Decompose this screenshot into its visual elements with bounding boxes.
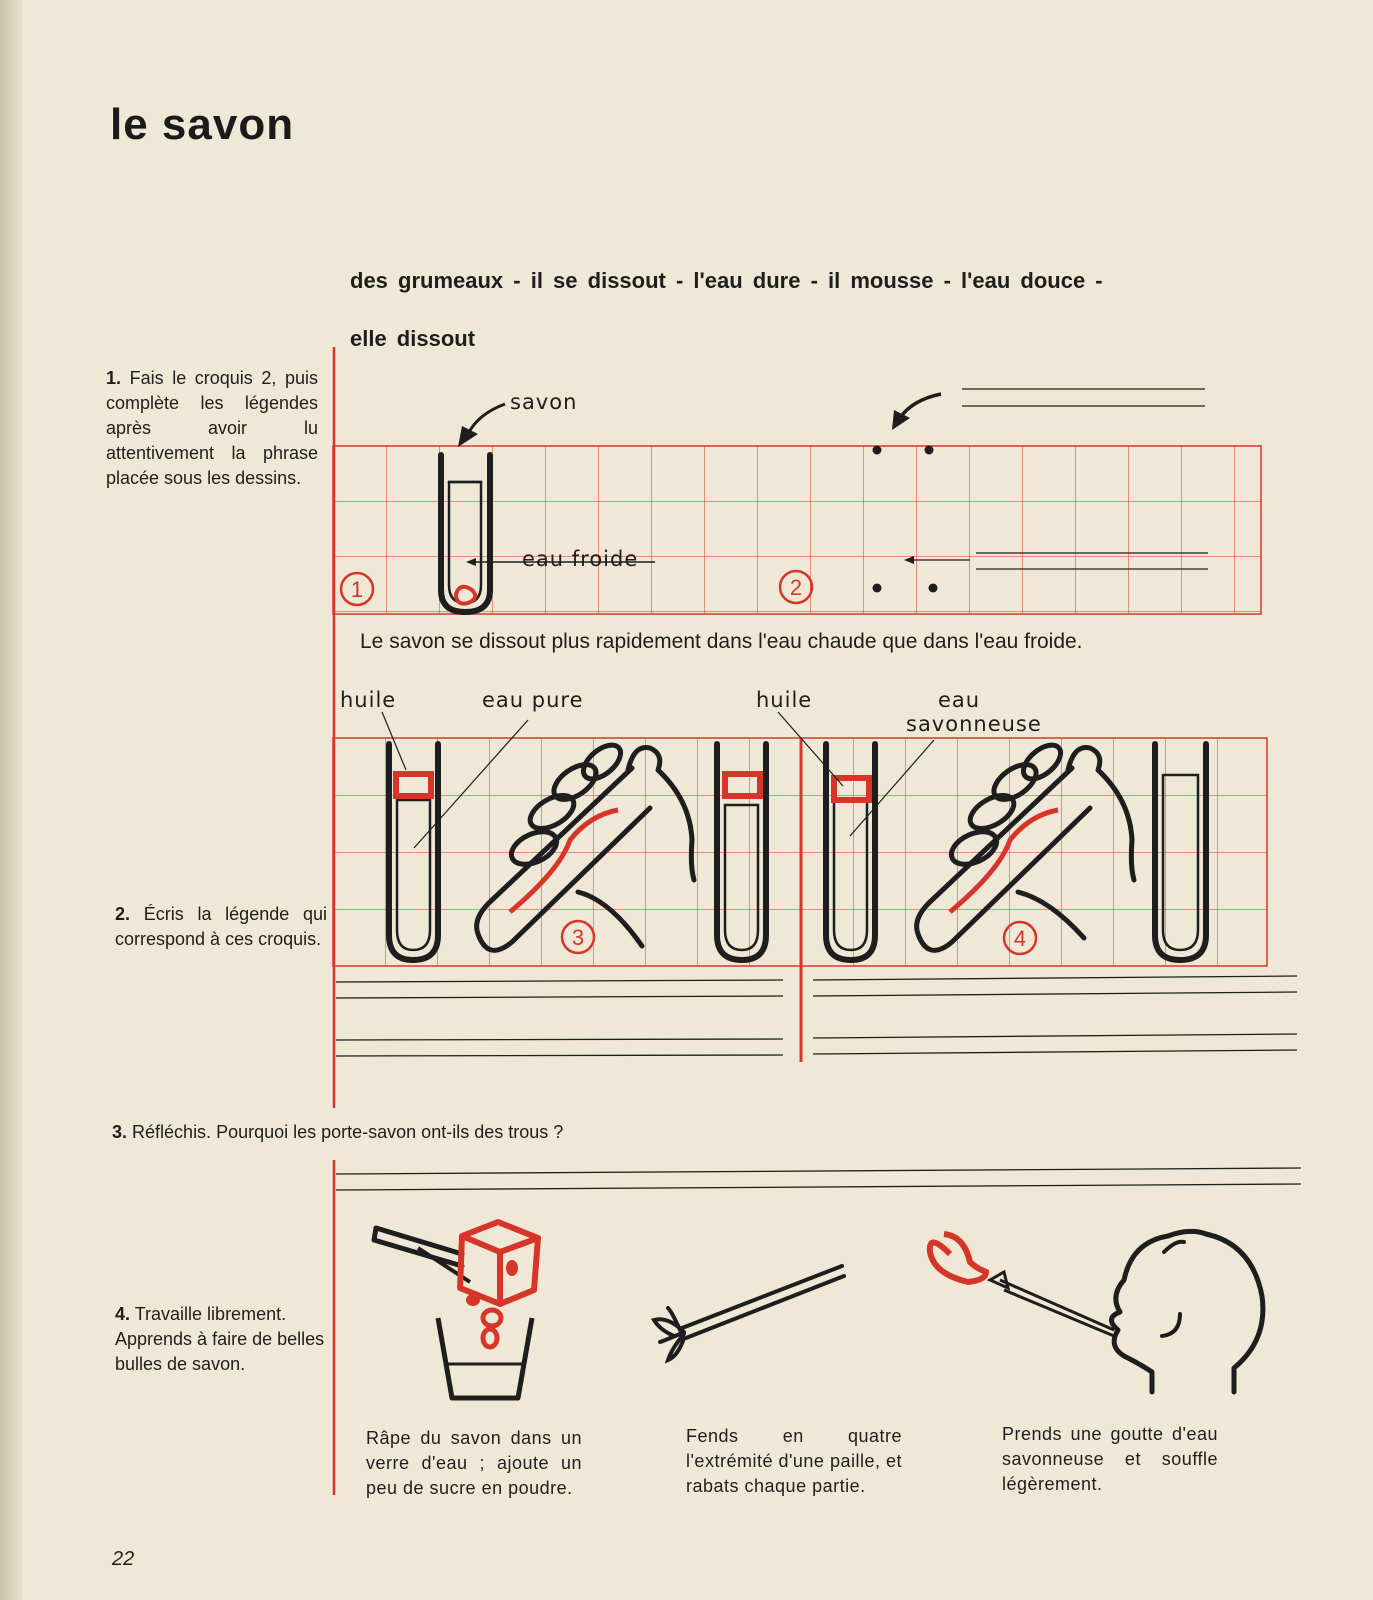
exercise-2-number: 2. bbox=[115, 904, 131, 924]
sketch-number-4: 4 bbox=[1013, 926, 1027, 951]
exercise-2-text: Écris la légende qui correspond à ces croquis. bbox=[115, 904, 327, 949]
sketch-number-1: 1 bbox=[350, 577, 364, 602]
sketch-2-top-arrow bbox=[892, 394, 941, 430]
exercise-3-answer-lines bbox=[336, 1168, 1301, 1190]
child-blowing-bubble-drawing bbox=[930, 1231, 1263, 1392]
sketch-number-2: 2 bbox=[789, 575, 803, 600]
split-straw-drawing bbox=[654, 1266, 844, 1360]
page-title: le savon bbox=[110, 100, 295, 149]
label-huile-right: huile bbox=[756, 688, 813, 712]
label-eau-savonneuse-line-2: savonneuse bbox=[906, 712, 1042, 736]
caption-grate-soap: Râpe du savon dans un verre d'eau ; ajoute un peu de sucre en poudre. bbox=[366, 1428, 582, 1498]
label-eau-pure: eau pure bbox=[482, 688, 584, 712]
label-savon: savon bbox=[510, 390, 578, 414]
exercise-4-text: Travaille librement. Apprends à faire de belles bulles de savon. bbox=[115, 1304, 325, 1374]
exercise-3-text: Réfléchis. Pourquoi les porte-savon ont-ils des trous ? bbox=[132, 1122, 564, 1142]
label-huile-left: huile bbox=[340, 688, 397, 712]
figure-1-sentence: Le savon se dissout plus rapidement dans l'eau chaude que dans l'eau froide. bbox=[360, 630, 1083, 653]
sketch-number-3: 3 bbox=[571, 925, 585, 950]
savon-arrow bbox=[458, 404, 505, 447]
caption-split-straw: Fends en quatre l'extrémité d'une paille, et rabats chaque partie. bbox=[686, 1426, 902, 1496]
figure-2-answer-lines bbox=[336, 976, 1297, 1056]
exercise-4-number: 4. bbox=[115, 1304, 131, 1324]
caption-blow-bubble: Prends une goutte d'eau savonneuse et souffle légèrement. bbox=[1002, 1424, 1218, 1494]
word-bank-line-1: des grumeaux - il se dissout - l'eau dure - il mousse - l'eau douce - bbox=[350, 268, 1103, 293]
page-number: 22 bbox=[112, 1548, 135, 1570]
label-eau-savonneuse-line-1: eau bbox=[938, 688, 981, 712]
exercise-1-text: Fais le croquis 2, puis complète les légendes après avoir lu attentivement la phrase placée sous les dessins. bbox=[106, 368, 318, 488]
word-bank-line-2: elle dissout bbox=[350, 326, 476, 351]
exercise-1-number: 1. bbox=[106, 368, 122, 388]
exercise-3-number: 3. bbox=[112, 1122, 128, 1142]
label-eau-froide: eau froide bbox=[522, 547, 639, 571]
grater-soap-glass-drawing bbox=[374, 1222, 538, 1398]
